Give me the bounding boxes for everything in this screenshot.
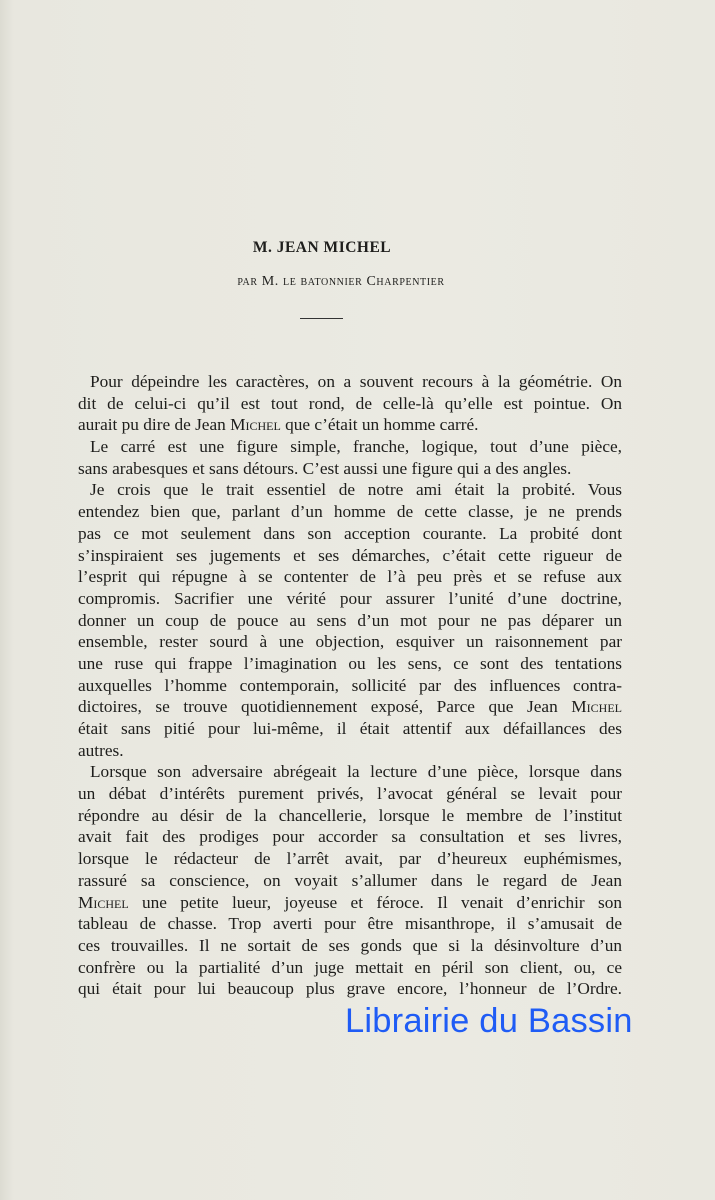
- text-segment: tableau de chasse. Trop averti pour être misanthrope, il s’amusait de: [78, 914, 622, 934]
- title-divider: [300, 318, 343, 319]
- text-segment: pas ce mot seulement dans son acception courante. La probité dont: [78, 523, 622, 543]
- text-segment: autres.: [78, 740, 124, 760]
- text-line: [78, 566, 622, 588]
- small-caps-name: Michel: [78, 892, 129, 912]
- text-line: [78, 957, 622, 979]
- article-title: M. JEAN MICHEL: [252, 239, 392, 256]
- text-segment: une petite lueur, joyeuse et féroce. Il venait d’enrichir son: [128, 892, 622, 912]
- text-segment: l’esprit qui répugne à se contenter de l’à peu près et se refuse aux: [78, 567, 622, 587]
- text-segment: avait fait des prodiges pour accorder sa consultation et ses livres,: [78, 827, 622, 847]
- small-caps-name: Michel: [230, 415, 281, 435]
- text-line: [78, 935, 622, 957]
- text-segment: Lorsque son adversaire abrégeait la lecture d’une pièce, lorsque dans: [90, 762, 622, 782]
- text-line: [78, 696, 622, 718]
- text-line: [78, 848, 622, 870]
- text-segment: donner un coup de pouce au sens d’un mot pour ne pas déparer un: [78, 610, 622, 630]
- text-segment: Le carré est une figure simple, franche, logique, tout d’une pièce,: [90, 437, 622, 457]
- text-line: [78, 588, 622, 610]
- text-line: [78, 913, 622, 935]
- text-line: [78, 371, 622, 393]
- text-segment: sans arabesques et sans détours. C’est aussi une figure qui a des angles.: [78, 458, 572, 478]
- text-segment: rassuré sa conscience, on voyait s’allumer dans le regard de Jean: [78, 870, 622, 890]
- text-line: [78, 761, 622, 783]
- text-line: [78, 501, 622, 523]
- text-segment: entendez bien que, parlant d’un homme de cette classe, je ne prends: [78, 502, 622, 522]
- text-line: [78, 805, 622, 827]
- text-line: [78, 892, 622, 914]
- article-byline: par M. le batonnier Charpentier: [237, 274, 445, 289]
- text-segment: confrère ou la partialité d’un juge mettait en péril son client, ou, ce: [78, 957, 622, 977]
- text-line: [78, 414, 622, 436]
- text-line: [78, 740, 622, 762]
- text-line: [78, 718, 622, 740]
- text-segment: lorsque le rédacteur de l’arrêt avait, par d’heureux euphémismes,: [78, 849, 622, 869]
- text-segment: Je crois que le trait essentiel de notre ami était la probité. Vous: [90, 480, 622, 500]
- text-line: [78, 479, 622, 501]
- text-segment: ces trouvailles. Il ne sortait de ses gonds que si la désinvolture d’un: [78, 935, 622, 955]
- text-segment: ensemble, rester sourd à une objection, esquiver un raisonnement par: [78, 632, 622, 652]
- text-segment: que c’était un homme carré.: [280, 415, 479, 435]
- text-segment: une ruse qui frappe l’imagination ou les sens, ce sont des tentations: [78, 653, 622, 673]
- text-segment: dictoires, se trouve quotidiennement exposé, Parce que Jean: [78, 697, 572, 717]
- text-segment: un débat d’intérêts purement privés, l’avocat général se levait pour: [78, 784, 622, 804]
- text-segment: s’inspiraient ses jugements et ses démarches, c’était cette rigueur de: [78, 545, 622, 565]
- text-line: [78, 675, 622, 697]
- text-segment: compromis. Sacrifier une vérité pour assurer l’unité d’une doctrine,: [78, 588, 622, 608]
- text-segment: auxquelles l’homme contemporain, sollicité par des influences contra-: [78, 675, 622, 695]
- text-segment: qui était pour lui beaucoup plus grave encore, l’honneur de l’Ordre.: [78, 979, 622, 999]
- text-segment: répondre au désir de la chancellerie, lorsque le membre de l’institut: [78, 805, 622, 825]
- text-segment: Pour dépeindre les caractères, on a souvent recours à la géométrie. On: [90, 372, 622, 391]
- text-line: [78, 458, 622, 480]
- text-line: [78, 870, 622, 892]
- small-caps-name: Michel: [571, 697, 622, 717]
- text-line: [78, 826, 622, 848]
- text-line: [78, 783, 622, 805]
- watermark-text: Librairie du Bassin: [345, 1002, 633, 1040]
- text-line: [78, 523, 622, 545]
- text-segment: dit de celui-ci qu’il est tout rond, de celle-là qu’elle est pointue. On: [78, 393, 622, 413]
- article-body: [78, 371, 622, 1000]
- text-line: [78, 631, 622, 653]
- text-segment: était sans pitié pour lui-même, il était attentif aux défaillances des: [78, 719, 622, 738]
- text-line: [78, 653, 622, 675]
- text-line: [78, 436, 622, 458]
- text-line: [78, 610, 622, 632]
- text-segment: aurait pu dire de Jean: [78, 415, 231, 435]
- text-line: [78, 545, 622, 567]
- text-line: [78, 978, 622, 1000]
- text-line: [78, 393, 622, 415]
